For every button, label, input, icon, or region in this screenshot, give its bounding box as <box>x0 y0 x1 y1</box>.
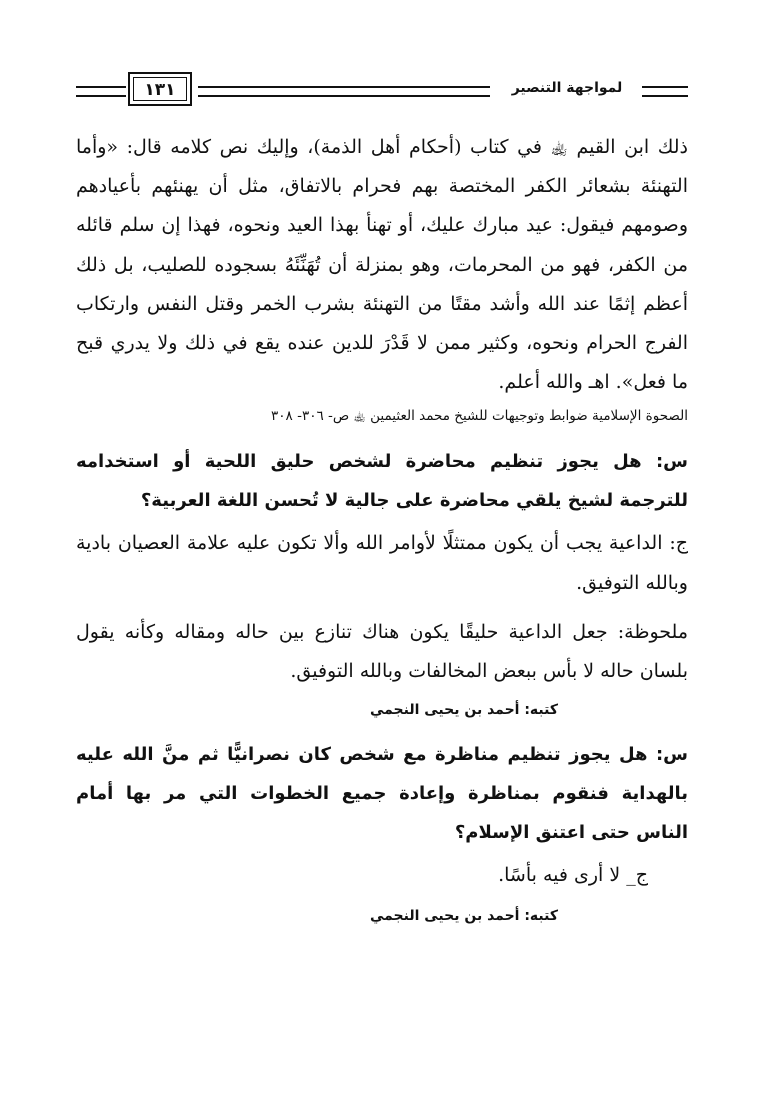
question-2: س: هل يجوز تنظيم مناظرة مع شخص كان نصرانيًّا ثم منَّ الله عليه بالهداية فنقوم بمناظرة وإعادة جميع الخطوات التي مر بها أمام الناس حتى اعتنق الإسلام؟ <box>76 744 688 844</box>
header-rule-middle <box>198 86 490 97</box>
answer-2: ج_ لا أرى فيه بأسًا. <box>498 864 648 887</box>
running-title: لمواجهة التنصير <box>511 80 623 96</box>
page-body <box>76 128 688 929</box>
header-rule-left <box>76 86 126 97</box>
page-number: ١٣١ <box>133 77 187 101</box>
source-citation: الصحوة الإسلامية ضوابط وتوجيهات للشيخ محمد العثيمين ﵀ ص- ٣٠٦- ٣٠٨ <box>271 408 688 425</box>
header-rule-right <box>642 86 688 97</box>
question-1: س: هل يجوز تنظيم محاضرة لشخص حليق اللحية أو استخدامه للترجمة لشيخ يلقي محاضرة على جالية لا تُحسن اللغة العربية؟ <box>76 451 688 512</box>
author-signature-1: كتبه: أحمد بن يحيى النجمي <box>369 702 558 719</box>
page-header <box>76 68 688 108</box>
quote-paragraph: ذلك ابن القيم ﵀ في كتاب (أحكام أهل الذمة)، وإليك نص كلامه قال: «وأما التهنئة بشعائر الكفر المختصة بهم فحرام بالاتفاق، مثل أن يهنئهم بأعيادهم وصومهم فيقول: عيد مبارك عليك، أو تهنأ بهذا العيد ونحوه، فهذا إن سلم قائله من الكفر، فهو من المحرمات، وهو بمنزلة أن تُهَنِّئَهُ بسجوده للصليب، بل ذلك أعظم إثمًا عند الله وأشد مقتًا من التهنئة بشرب الخمر وقتل النفس وارتكاب الفرج الحرام ونحوه، وكثير ممن لا قَدْرَ للدين عنده يقع في ذلك ولا يدري قبح ما فعل». اهـ والله أعلم. <box>76 136 688 394</box>
author-signature-2: كتبه: أحمد بن يحيى النجمي <box>369 908 558 925</box>
answer-1: ج: الداعية يجب أن يكون ممتثلًا لأوامر الله وألا تكون عليه علامة العصيان بادية وبالله التوفيق. <box>76 532 688 594</box>
page-number-frame <box>128 72 192 106</box>
note-1: ملحوظة: جعل الداعية حليقًا يكون هناك تنازع بين حاله ومقاله وكأنه يقول بلسان حاله لا بأس ببعض المخالفات وبالله التوفيق. <box>76 620 688 683</box>
